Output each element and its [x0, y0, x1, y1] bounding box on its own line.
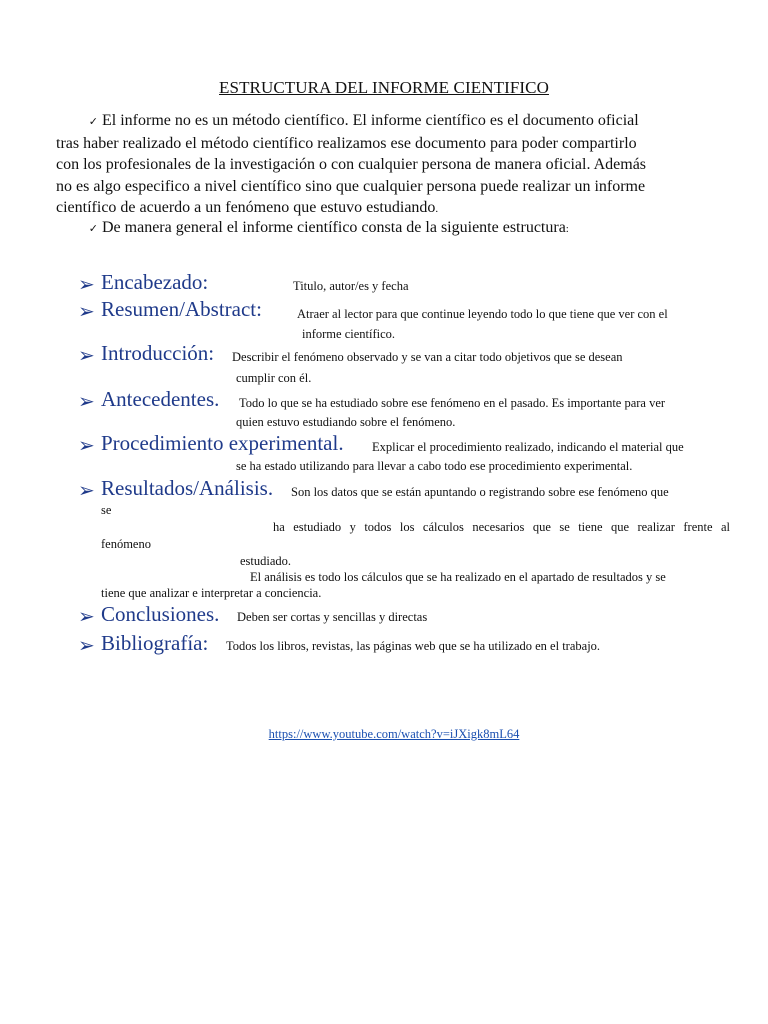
section-heading: Encabezado: — [101, 270, 209, 294]
arrow-bullet-icon: ➢ — [78, 389, 95, 413]
section-heading: Resumen/Abstract: — [101, 297, 262, 321]
arrow-bullet-icon: ➢ — [78, 433, 95, 457]
section-description-line-2: se — [101, 503, 112, 517]
section-description-line-1: Atraer al lector para que continue leyendo todo lo que tiene que ver con el — [297, 307, 668, 321]
section-description-line-1: Son los datos que se están apuntando o registrando sobre ese fenómeno que — [291, 485, 669, 499]
section-description: Titulo, autor/es y fecha — [293, 279, 409, 293]
section-description: Todos los libros, revistas, las páginas web que se ha utilizado en el trabajo. — [226, 639, 601, 653]
intro-paragraph — [56, 110, 734, 221]
intro-line-2: tras haber realizado el método científico realizamos ese documento para poder compartirlo — [56, 134, 637, 152]
section-heading: Antecedentes. — [101, 387, 220, 411]
section-description-line-3: ha estudiado y todos los cálculos necesarios que se tiene que realizar frente al — [273, 520, 730, 534]
section-description-line-2: informe científico. — [302, 327, 396, 341]
intro-line-5: científico de acuerdo a un fenómeno que estuvo estudiando. — [56, 199, 439, 216]
section-description-line-1: Describir el fenómeno observado y se van a citar todo objetivos que se desean — [232, 350, 623, 364]
check-icon: ✓ — [88, 115, 98, 128]
section-heading: Procedimiento experimental. — [101, 431, 344, 455]
section-description-line-2: quien estuvo estudiando sobre el fenómeno. — [236, 415, 456, 429]
section-description-line-7: tiene que analizar e interpretar a conciencia. — [101, 586, 322, 600]
document-title: ESTRUCTURA DEL INFORME CIENTIFICO — [219, 78, 549, 97]
intro-structure-line: ✓ De manera general el informe científico consta de la siguiente estructura: — [56, 219, 569, 237]
section-heading: Introducción: — [101, 341, 215, 365]
intro-line-1: ✓ El informe no es un método científico. El informe científico es el documento oficial — [56, 110, 734, 133]
section-description-line-1: Todo lo que se ha estudiado sobre ese fenómeno en el pasado. Es importante para ver — [239, 396, 666, 410]
section-description-line-5: estudiado. — [240, 554, 292, 568]
section-heading: Conclusiones. — [101, 602, 220, 626]
arrow-bullet-icon: ➢ — [78, 478, 95, 502]
arrow-bullet-icon: ➢ — [78, 343, 95, 367]
intro-line-3: con los profesionales de la investigación o con cualquier persona de manera oficial. Además — [56, 156, 647, 173]
intro-line-4: no es algo especifico a nivel científico sino que cualquier persona puede realizar un informe — [56, 177, 646, 195]
section-description-line-4: fenómeno — [101, 537, 151, 551]
arrow-bullet-icon: ➢ — [78, 272, 95, 296]
section-description-line-6: El análisis es todo los cálculos que se ha realizado en el apartado de resultados y se — [250, 570, 666, 584]
youtube-link[interactable]: https://www.youtube.com/watch?v=iJXigk8mL64 — [268, 727, 520, 741]
check-icon: ✓ — [88, 222, 98, 235]
arrow-bullet-icon: ➢ — [78, 633, 95, 657]
section-heading: Bibliografía: — [101, 631, 209, 655]
section-description-line-1: Explicar el procedimiento realizado, indicando el material que — [372, 440, 684, 454]
section-description: Deben ser cortas y sencillas y directas — [237, 610, 428, 624]
arrow-bullet-icon: ➢ — [78, 604, 95, 628]
arrow-bullet-icon: ➢ — [78, 299, 95, 323]
section-description-line-2: cumplir con él. — [236, 371, 312, 385]
section-heading: Resultados/Análisis. — [101, 476, 274, 500]
section-description-line-2: se ha estado utilizando para llevar a cabo todo ese procedimiento experimental. — [236, 459, 633, 473]
